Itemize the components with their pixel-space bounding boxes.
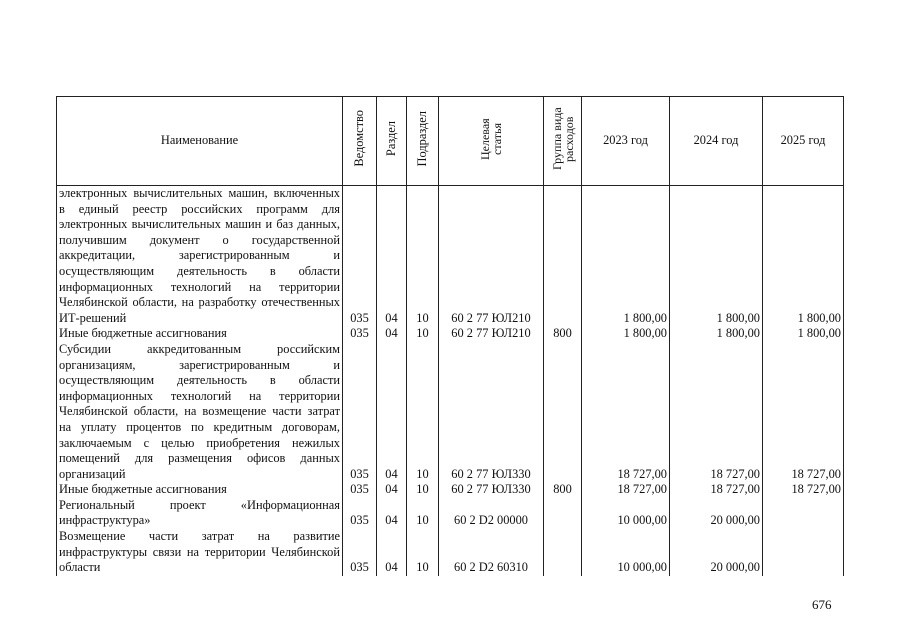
row-name: Иные бюджетные ассигнования — [57, 326, 343, 342]
header-name: Наименование — [57, 97, 343, 186]
row-2024: 18 727,00 — [670, 342, 763, 482]
row-razdel: 04 — [377, 342, 407, 482]
row-2025: 1 800,00 — [763, 186, 844, 327]
table-row — [57, 186, 844, 327]
header-gruppa: Группа вида расходов — [544, 97, 582, 186]
budget-table — [56, 96, 844, 576]
row-2023: 1 800,00 — [582, 326, 670, 342]
row-gruppa: 800 — [544, 326, 582, 342]
row-gruppa — [544, 186, 582, 327]
row-name: электронных вычислительных машин, включенных в единый реестр российских программ для электронных вычислительных машин и баз данных, получившим документ о государственной аккредитации, зарегистрированным и осуществляющим деятельность в области информационных технологий на территории Челябинской области, на разработку отечественных ИТ-решений — [57, 186, 343, 327]
row-2025: 1 800,00 — [763, 326, 844, 342]
row-podrazdel: 10 — [407, 186, 439, 327]
header-vedomstvo: Ведомство — [343, 97, 377, 186]
row-podrazdel: 10 — [407, 529, 439, 576]
row-razdel: 04 — [377, 482, 407, 498]
row-2025: 18 727,00 — [763, 342, 844, 482]
row-2023: 10 000,00 — [582, 529, 670, 576]
row-name: Региональный проект «Информационная инфраструктура» — [57, 498, 343, 529]
row-2025: 18 727,00 — [763, 482, 844, 498]
row-vedomstvo: 035 — [343, 186, 377, 327]
row-2023: 18 727,00 — [582, 342, 670, 482]
table-row — [57, 326, 844, 342]
row-statya: 60 2 D2 60310 — [439, 529, 544, 576]
row-statya: 60 2 D2 00000 — [439, 498, 544, 529]
row-vedomstvo: 035 — [343, 326, 377, 342]
row-gruppa — [544, 498, 582, 529]
row-vedomstvo: 035 — [343, 342, 377, 482]
row-2024: 1 800,00 — [670, 186, 763, 327]
row-vedomstvo: 035 — [343, 482, 377, 498]
table-row — [57, 482, 844, 498]
row-2024: 20 000,00 — [670, 529, 763, 576]
header-2025: 2025 год — [763, 97, 844, 186]
row-statya: 60 2 77 ЮЛ330 — [439, 342, 544, 482]
row-statya: 60 2 77 ЮЛ210 — [439, 326, 544, 342]
row-2024: 1 800,00 — [670, 326, 763, 342]
row-podrazdel: 10 — [407, 326, 439, 342]
header-podrazdel: Подраздел — [407, 97, 439, 186]
row-razdel: 04 — [377, 186, 407, 327]
table-row — [57, 342, 844, 482]
row-name: Возмещение части затрат на развитие инфраструктуры связи на территории Челябинской области — [57, 529, 343, 576]
header-razdel: Раздел — [377, 97, 407, 186]
row-vedomstvo: 035 — [343, 529, 377, 576]
row-name: Иные бюджетные ассигнования — [57, 482, 343, 498]
row-podrazdel: 10 — [407, 482, 439, 498]
row-razdel: 04 — [377, 529, 407, 576]
header-2023: 2023 год — [582, 97, 670, 186]
row-gruppa: 800 — [544, 482, 582, 498]
header-statya: Целевая статья — [439, 97, 544, 186]
row-2025 — [763, 498, 844, 529]
table-row — [57, 498, 844, 529]
row-vedomstvo: 035 — [343, 498, 377, 529]
row-2023: 1 800,00 — [582, 186, 670, 327]
header-2024: 2024 год — [670, 97, 763, 186]
row-name: Субсидии аккредитованным российским организациям, зарегистрированным и осуществляющим деятельность в области информационных технологий на территории Челябинской области, на возмещение части затрат на уплату процентов по кредитным договорам, заключаемым с целью приобретения нежилых помещений для размещения офисов данных организаций — [57, 342, 343, 482]
page-number: 676 — [812, 597, 832, 612]
row-2024: 18 727,00 — [670, 482, 763, 498]
row-razdel: 04 — [377, 498, 407, 529]
row-gruppa — [544, 529, 582, 576]
row-podrazdel: 10 — [407, 342, 439, 482]
table-header-row — [57, 97, 844, 186]
row-2023: 10 000,00 — [582, 498, 670, 529]
row-2024: 20 000,00 — [670, 498, 763, 529]
table-row — [57, 529, 844, 576]
row-gruppa — [544, 342, 582, 482]
row-razdel: 04 — [377, 326, 407, 342]
row-2023: 18 727,00 — [582, 482, 670, 498]
row-statya: 60 2 77 ЮЛ210 — [439, 186, 544, 327]
row-statya: 60 2 77 ЮЛ330 — [439, 482, 544, 498]
row-podrazdel: 10 — [407, 498, 439, 529]
row-2025 — [763, 529, 844, 576]
